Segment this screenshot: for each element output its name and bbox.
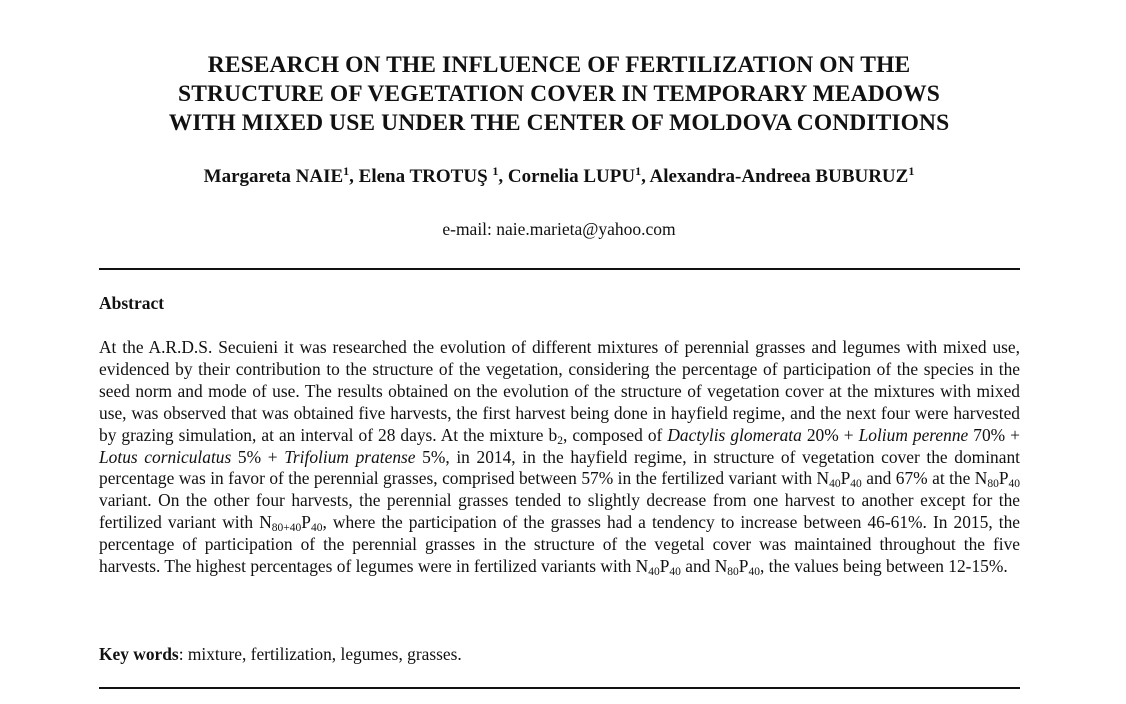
subscript: 80 [727,566,739,579]
abstract-run: 5%, in 2014, in the hayfield regime, in structure of vegetation cover the dominant percentage was in favor of the perennial grasses, comprised between 57% in the fertilized variant with N [99,446,1020,489]
abstract-run: P [998,468,1009,489]
subscript: 40 [829,478,841,491]
abstract-run: variant. On the other four harvests, the perennial grasses tended to slightly decrease from one harvest to another except for the fertilized variant with N [99,490,1020,533]
author-name: Cornelia LUPU [507,166,636,187]
species-name: Trifolium pratense [284,446,416,467]
title-line: WITH MIXED USE UNDER THE CENTER OF MOLDOVA CONDITIONS [168,110,950,136]
abstract-run: 70% + [968,424,1020,445]
abstract-run: At the A.R.D.S. Secuieni it was researched the evolution of different mixtures of perennial grasses and legumes with mixed use, evidenced by their contribution to the structure of the vegetation, considering the percentage of participation of the species in the seed norm and mode of use. The results obtained on the evolution of the structure of vegetation cover at the mixtures with mixed use, was observed that was obtained five harvests, the first harvest being done in hayfield regime, and the next four were harvested by grazing simulation, at an interval of 28 days. At the mixture b [99,337,1020,445]
abstract-run: P [301,512,311,533]
author-list [99,164,1019,190]
subscript: 40 [850,478,862,491]
title-line: STRUCTURE OF VEGETATION COVER IN TEMPORARY MEADOWS [178,81,940,107]
subscript: 80 [987,478,999,491]
keywords-label: Key words [99,644,179,664]
species-name: Lotus corniculatus [99,446,232,467]
abstract-run: , composed of [562,424,668,445]
author-name: Elena TROTUŞ [358,166,493,187]
abstract-run: , the values being between 12-15%. [759,556,1008,577]
subscript: 40 [648,566,660,579]
author-affiliation: 1 [492,164,499,178]
subscript: 80+40 [271,522,302,535]
subscript: 40 [1008,478,1020,491]
abstract-run: 20% + [801,424,859,445]
title-line: RESEARCH ON THE INFLUENCE OF FERTILIZATION ON THE [207,52,911,78]
abstract-run: P [738,556,749,577]
author-separator: , [349,166,359,187]
abstract-run: and N [680,556,728,577]
author-affiliation: 1 [343,164,350,178]
keywords [99,643,462,665]
abstract-run: P [659,556,670,577]
abstract-run: P [840,468,851,489]
keywords-list: : mixture, fertilization, legumes, grasses. [178,644,462,664]
species-name: Dactylis glomerata [667,424,802,445]
abstract-run: , where the participation of the grasses had a tendency to increase between 46-61%. In 2015, the percentage of participation of the perennial grasses in the structure of the vegetal cover was maintained throughout the five harvests. The highest percentages of legumes were in fertilized variants with N [99,512,1020,577]
abstract-run: and 67% at the N [861,468,988,489]
subscript: 2 [557,434,563,447]
paper-title [99,51,1019,138]
header-divider [99,268,1020,270]
author-separator: , [498,166,508,187]
subscript: 40 [748,566,760,579]
abstract-run: 5% + [231,446,285,467]
subscript: 40 [310,522,323,535]
contact-email: e-mail: naie.marieta@yahoo.com [442,219,676,239]
subscript: 40 [669,566,681,579]
footer-divider [99,687,1020,689]
abstract-heading: Abstract [99,293,165,313]
author-separator: , [641,166,650,187]
author-affiliation: 1 [635,164,642,178]
author-affiliation: 1 [908,164,915,178]
abstract-text [99,337,1020,578]
author-name: Margareta NAIE [203,166,344,187]
species-name: Lolium perenne [858,424,969,445]
author-name: Alexandra-Andreea BUBURUZ [649,166,909,187]
